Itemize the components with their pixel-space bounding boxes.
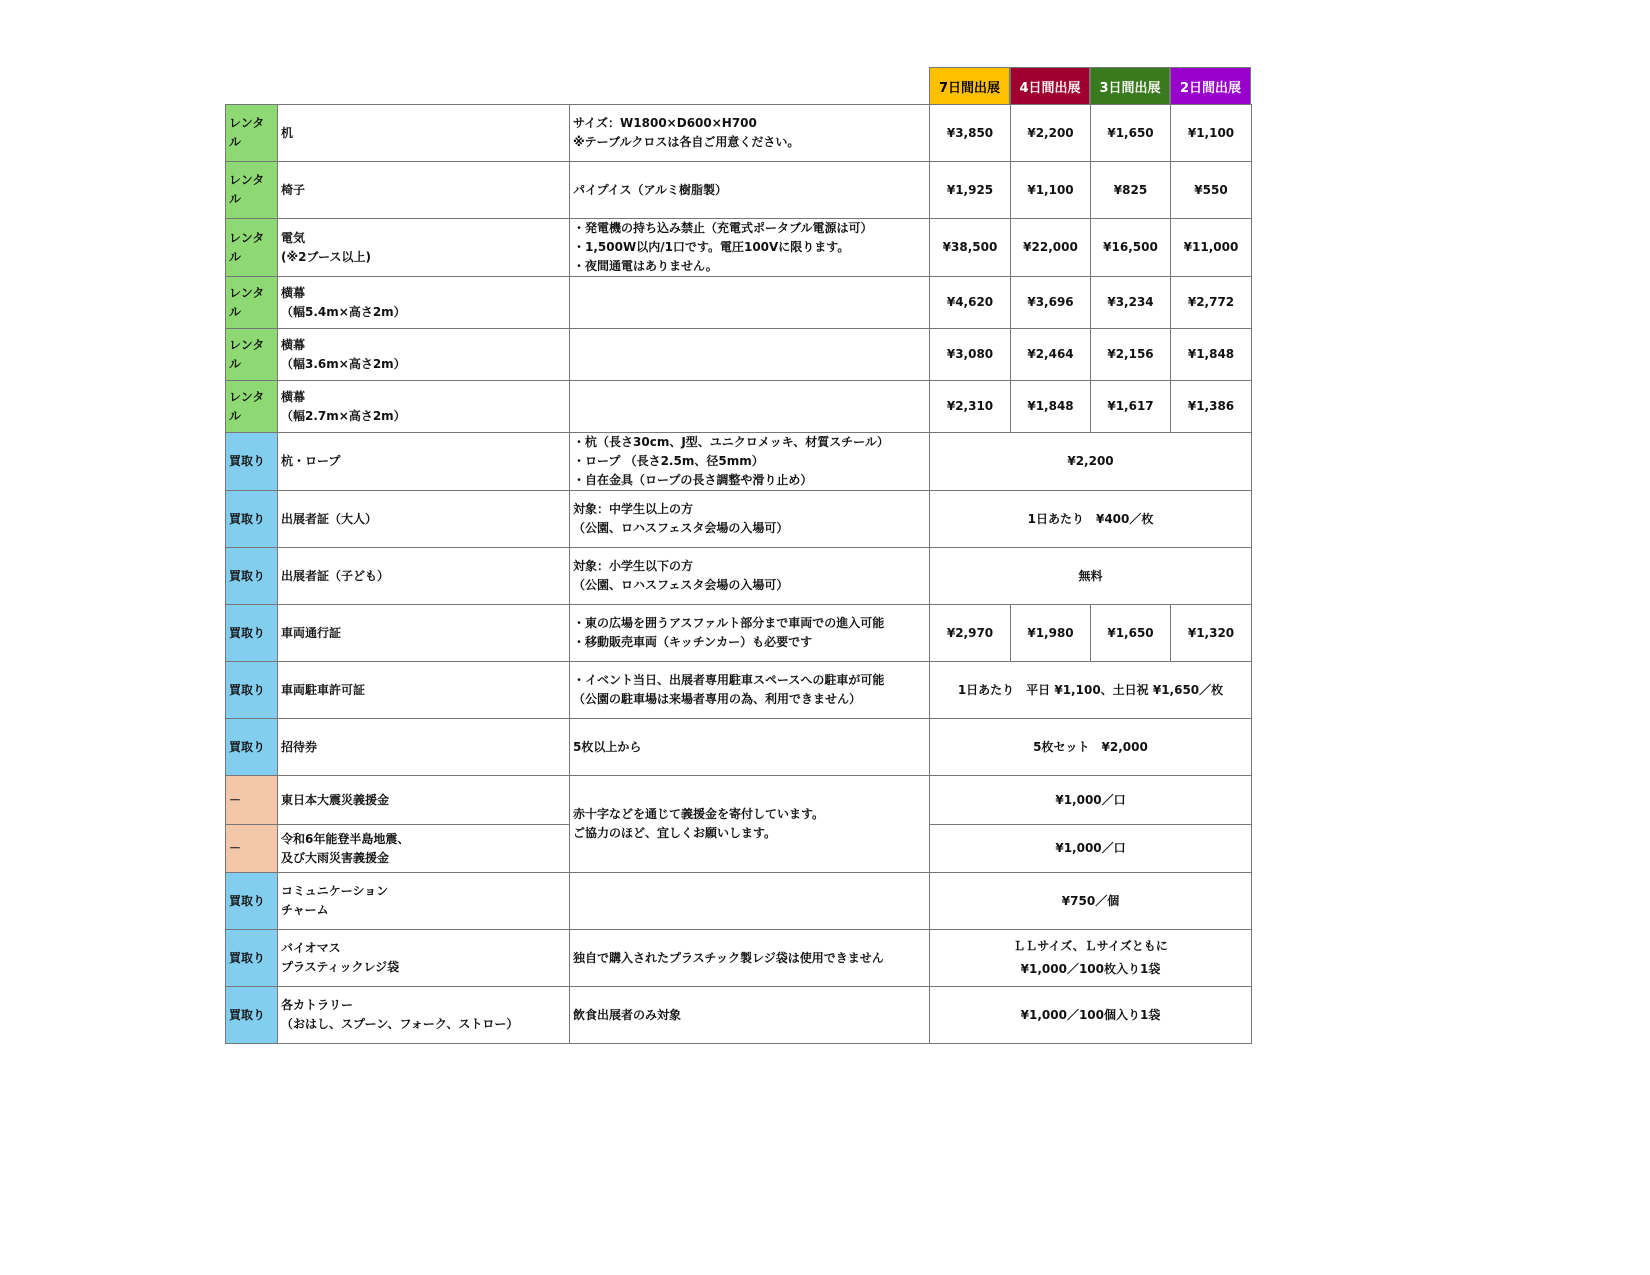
table-row xyxy=(226,930,1252,987)
item-name-cell xyxy=(278,219,570,277)
text-line: チャーム xyxy=(281,903,329,917)
description-cell xyxy=(570,605,930,662)
price-value: ¥1,650 xyxy=(1107,625,1154,640)
category-cell xyxy=(226,277,278,329)
table-row xyxy=(226,776,1252,825)
text-line: 及び大雨災害義援金 xyxy=(281,850,390,865)
price-cell xyxy=(930,329,1011,381)
text-line: 1日あたり ¥400／枚 xyxy=(1027,511,1154,526)
text-line: （幅5.4m×高さ2m） xyxy=(281,304,406,319)
price-value: ¥2,310 xyxy=(946,399,994,413)
header-3day xyxy=(1090,67,1170,105)
price-cell xyxy=(930,605,1011,662)
price-value: ¥2,464 xyxy=(1027,347,1074,361)
text-line: （おはし、スプーン、フォーク、ストロー） xyxy=(281,1017,519,1031)
text-line: ・自在金具（ロープの長さ調整や滑り止め） xyxy=(573,473,813,487)
category-cell xyxy=(226,987,278,1044)
category-cell xyxy=(226,930,278,987)
category-label: 買取り xyxy=(229,511,266,526)
price-value: ¥1,848 xyxy=(1027,399,1074,413)
description-cell xyxy=(570,329,930,381)
price-cell xyxy=(1011,162,1091,219)
category-cell xyxy=(226,105,278,162)
price-value: ¥1,100 xyxy=(1187,125,1235,140)
text-line: 車両通行証 xyxy=(281,625,342,640)
text-line: パイプイス（アルミ樹脂製） xyxy=(573,182,727,197)
price-cell-merged xyxy=(930,825,1252,873)
category-cell xyxy=(226,662,278,719)
text-line: 1日あたり 平日 ¥1,100、土日祝 ¥1,650／枚 xyxy=(957,682,1224,697)
text-line: ・1,500W以内/1口です。電圧100Vに限ります。 xyxy=(573,240,850,254)
text-line: 出展者証（大人） xyxy=(281,511,378,526)
price-cell xyxy=(1011,381,1091,433)
category-label: 買取り xyxy=(229,625,266,640)
description-cell xyxy=(570,381,930,433)
text-line: ※テーブルクロスは各自ご用意ください。 xyxy=(573,135,800,149)
text-line: 5枚セット ¥2,000 xyxy=(1033,739,1148,754)
table-row xyxy=(226,162,1252,219)
category-cell xyxy=(226,162,278,219)
text-line: 対象：中学生以上の方 xyxy=(573,502,694,516)
text-line: 飲食出展者のみ対象 xyxy=(573,1007,682,1022)
description-cell xyxy=(570,776,930,873)
category-cell xyxy=(226,776,278,825)
price-cell xyxy=(1171,329,1252,381)
category-label: レンタル xyxy=(229,285,265,319)
price-cell xyxy=(1091,219,1171,277)
price-cell xyxy=(930,277,1011,329)
text-line: ・発電機の持ち込み禁止（充電式ポータブル電源は可） xyxy=(573,221,873,235)
table-row xyxy=(226,605,1252,662)
text-line: ¥1,000／口 xyxy=(1055,792,1126,807)
price-cell-merged xyxy=(930,719,1252,776)
item-name-cell xyxy=(278,105,570,162)
price-value: ¥2,772 xyxy=(1187,295,1235,309)
item-name-cell xyxy=(278,491,570,548)
text-line: 杭・ロープ xyxy=(281,454,341,468)
category-label: レンタル xyxy=(229,116,265,149)
text-line: （公園、ロハスフェスタ会場の入場可） xyxy=(573,521,789,535)
price-cell xyxy=(1091,329,1171,381)
header-2day xyxy=(1170,67,1251,105)
category-label: レンタル xyxy=(229,230,265,264)
text-line: （幅2.7m×高さ2m） xyxy=(281,408,406,423)
text-line: ＬＬサイズ、Ｌサイズともに xyxy=(1013,939,1168,953)
category-cell xyxy=(226,219,278,277)
table-row xyxy=(226,491,1252,548)
item-name-cell xyxy=(278,605,570,662)
item-name-cell xyxy=(278,873,570,930)
price-cell-merged xyxy=(930,873,1252,930)
price-cell xyxy=(930,381,1011,433)
description-cell xyxy=(570,662,930,719)
price-cell-merged xyxy=(930,987,1252,1044)
category-cell xyxy=(226,605,278,662)
price-cell xyxy=(1171,381,1252,433)
category-label: 買取り xyxy=(229,893,266,908)
category-cell xyxy=(226,329,278,381)
item-name-cell xyxy=(278,548,570,605)
text-line: 横幕 xyxy=(281,337,306,352)
text-line: 無料 xyxy=(1078,568,1103,583)
price-cell xyxy=(1171,162,1252,219)
text-line: 独自で購入されたプラスチック製レジ袋は使用できません xyxy=(573,950,884,965)
price-cell xyxy=(930,162,1011,219)
price-value: ¥1,320 xyxy=(1187,625,1235,640)
description-cell xyxy=(570,219,930,277)
price-cell-merged xyxy=(930,662,1252,719)
description-cell xyxy=(570,873,930,930)
text-line: （公園、ロハスフェスタ会場の入場可） xyxy=(573,578,789,592)
item-name-cell xyxy=(278,433,570,491)
item-name-cell xyxy=(278,277,570,329)
price-value: ¥3,234 xyxy=(1107,295,1154,309)
price-cell-merged xyxy=(930,776,1252,825)
price-cell xyxy=(1091,277,1171,329)
price-cell xyxy=(1091,105,1171,162)
price-cell-merged xyxy=(930,491,1252,548)
price-value: ¥11,000 xyxy=(1183,240,1239,254)
text-line: ・イベント当日、出展者専用駐車スペースへの駐車が可能 xyxy=(573,673,885,687)
price-cell xyxy=(1091,162,1171,219)
price-value: ¥825 xyxy=(1113,182,1148,197)
item-name-cell xyxy=(278,987,570,1044)
text-line: 出展者証（子ども） xyxy=(281,568,390,583)
description-cell xyxy=(570,105,930,162)
price-cell-merged xyxy=(930,433,1252,491)
price-cell xyxy=(930,219,1011,277)
table-row xyxy=(226,719,1252,776)
header-label: 2日間出展 xyxy=(1179,80,1242,96)
price-cell xyxy=(1011,277,1091,329)
price-cell xyxy=(930,105,1011,162)
category-cell xyxy=(226,381,278,433)
text-line: ・夜間通電はありません。 xyxy=(573,259,718,273)
description-cell xyxy=(570,277,930,329)
description-cell xyxy=(570,491,930,548)
price-cell-merged xyxy=(930,930,1252,987)
category-label: 買取り xyxy=(229,568,266,583)
text-line: ・東の広場を囲うアスファルト部分まで車両での進入可能 xyxy=(573,616,885,630)
table-row xyxy=(226,277,1252,329)
text-line: ご協力のほど、宜しくお願いします。 xyxy=(573,826,777,840)
header-7day xyxy=(929,67,1010,105)
item-name-cell xyxy=(278,825,570,873)
category-label: 買取り xyxy=(229,682,266,697)
price-table-body xyxy=(226,105,1252,1044)
text-line: ・移動販売車両（キッチンカー）も必要です xyxy=(573,635,813,649)
price-cell xyxy=(1171,105,1252,162)
text-line: ・杭（長さ30cm、J型、ユニクロメッキ、材質スチール） xyxy=(573,435,889,449)
text-line: バイオマス xyxy=(281,941,341,955)
text-line: サイズ：W1800×D600×H700 xyxy=(573,116,757,130)
text-line: （幅3.6m×高さ2m） xyxy=(281,356,406,371)
item-name-cell xyxy=(278,381,570,433)
table-row xyxy=(226,105,1252,162)
text-line: (※2ブース以上) xyxy=(281,249,372,264)
text-line: 招待券 xyxy=(281,739,318,754)
price-value: ¥1,617 xyxy=(1107,399,1154,413)
price-value: ¥550 xyxy=(1194,182,1228,197)
price-value: ¥2,970 xyxy=(946,625,994,640)
price-value: ¥16,500 xyxy=(1103,240,1158,254)
description-cell xyxy=(570,548,930,605)
text-line: 東日本大震災義援金 xyxy=(281,792,390,807)
category-label: レンタル xyxy=(229,173,265,206)
description-cell xyxy=(570,719,930,776)
text-line: ¥2,200 xyxy=(1067,454,1114,468)
price-cell xyxy=(1011,329,1091,381)
table-row xyxy=(226,219,1252,277)
item-name-cell xyxy=(278,162,570,219)
text-line: ・ロープ （長さ2.5m、径5mm） xyxy=(573,454,764,468)
category-cell xyxy=(226,873,278,930)
description-cell xyxy=(570,930,930,987)
category-label: 買取り xyxy=(229,1007,266,1022)
text-line: プラスティックレジ袋 xyxy=(281,960,400,974)
price-value: ¥1,925 xyxy=(946,182,994,197)
price-cell xyxy=(1011,219,1091,277)
category-label: レンタル xyxy=(229,389,265,423)
category-cell xyxy=(226,433,278,491)
price-value: ¥1,980 xyxy=(1027,625,1074,640)
text-line: 横幕 xyxy=(281,389,306,404)
description-cell xyxy=(570,987,930,1044)
price-value: ¥2,200 xyxy=(1027,125,1074,140)
price-table xyxy=(225,104,1252,1044)
price-value: ¥4,620 xyxy=(946,295,994,309)
price-cell xyxy=(1011,605,1091,662)
price-value: ¥1,386 xyxy=(1187,399,1235,413)
price-value: ¥22,000 xyxy=(1023,240,1078,254)
price-value: ¥1,848 xyxy=(1187,347,1235,361)
table-row xyxy=(226,873,1252,930)
price-cell xyxy=(1171,219,1252,277)
text-line: 机 xyxy=(281,125,294,140)
header-label: 3日間出展 xyxy=(1099,80,1161,96)
text-line: コミュニケーション xyxy=(281,884,389,898)
category-label: 買取り xyxy=(229,950,266,965)
category-label: 買取り xyxy=(229,454,266,468)
price-value: ¥3,696 xyxy=(1027,295,1074,309)
price-value: ¥1,650 xyxy=(1107,125,1154,140)
header-label: 7日間出展 xyxy=(938,80,1001,96)
price-cell xyxy=(1171,605,1252,662)
text-line: ¥1,000／100枚入り1袋 xyxy=(1020,962,1161,976)
text-line: （公園の駐車場は来場者専用の為、利用できません） xyxy=(573,692,862,706)
table-row xyxy=(226,433,1252,491)
price-value: ¥1,100 xyxy=(1027,182,1074,197)
category-cell xyxy=(226,548,278,605)
price-cell xyxy=(1171,277,1252,329)
price-cell-merged xyxy=(930,548,1252,605)
text-line: ¥750／個 xyxy=(1061,893,1120,908)
text-line: 車両駐車許可証 xyxy=(281,682,366,697)
text-line: 赤十字などを通じて義援金を寄付しています。 xyxy=(573,807,825,821)
item-name-cell xyxy=(278,662,570,719)
price-cell xyxy=(1091,381,1171,433)
text-line: ¥1,000／口 xyxy=(1055,841,1126,855)
text-line: 各カトラリー xyxy=(281,998,354,1012)
item-name-cell xyxy=(278,719,570,776)
item-name-cell xyxy=(278,329,570,381)
category-cell xyxy=(226,719,278,776)
price-value: ¥3,080 xyxy=(946,347,994,361)
category-cell xyxy=(226,825,278,873)
category-label: － xyxy=(229,841,242,855)
price-cell xyxy=(1011,105,1091,162)
text-line: 電気 xyxy=(281,230,306,245)
category-label: － xyxy=(229,792,242,807)
price-value: ¥2,156 xyxy=(1107,347,1154,361)
category-label: レンタル xyxy=(229,337,265,371)
category-cell xyxy=(226,491,278,548)
price-value: ¥38,500 xyxy=(942,240,998,254)
table-row xyxy=(226,662,1252,719)
header-label: 4日間出展 xyxy=(1019,80,1081,96)
text-line: 椅子 xyxy=(281,182,306,197)
price-cell xyxy=(1091,605,1171,662)
header-4day xyxy=(1010,67,1090,105)
table-row xyxy=(226,381,1252,433)
text-line: 5枚以上から xyxy=(573,739,642,754)
price-value: ¥3,850 xyxy=(946,125,994,140)
text-line: 横幕 xyxy=(281,285,306,300)
table-row xyxy=(226,987,1252,1044)
table-row xyxy=(226,548,1252,605)
description-cell xyxy=(570,433,930,491)
item-name-cell xyxy=(278,776,570,825)
text-line: ¥1,000／100個入り1袋 xyxy=(1020,1007,1161,1022)
table-row xyxy=(226,329,1252,381)
description-cell xyxy=(570,162,930,219)
text-line: 令和6年能登半島地震、 xyxy=(281,831,410,846)
category-label: 買取り xyxy=(229,739,266,754)
item-name-cell xyxy=(278,930,570,987)
text-line: 対象：小学生以下の方 xyxy=(573,559,694,573)
